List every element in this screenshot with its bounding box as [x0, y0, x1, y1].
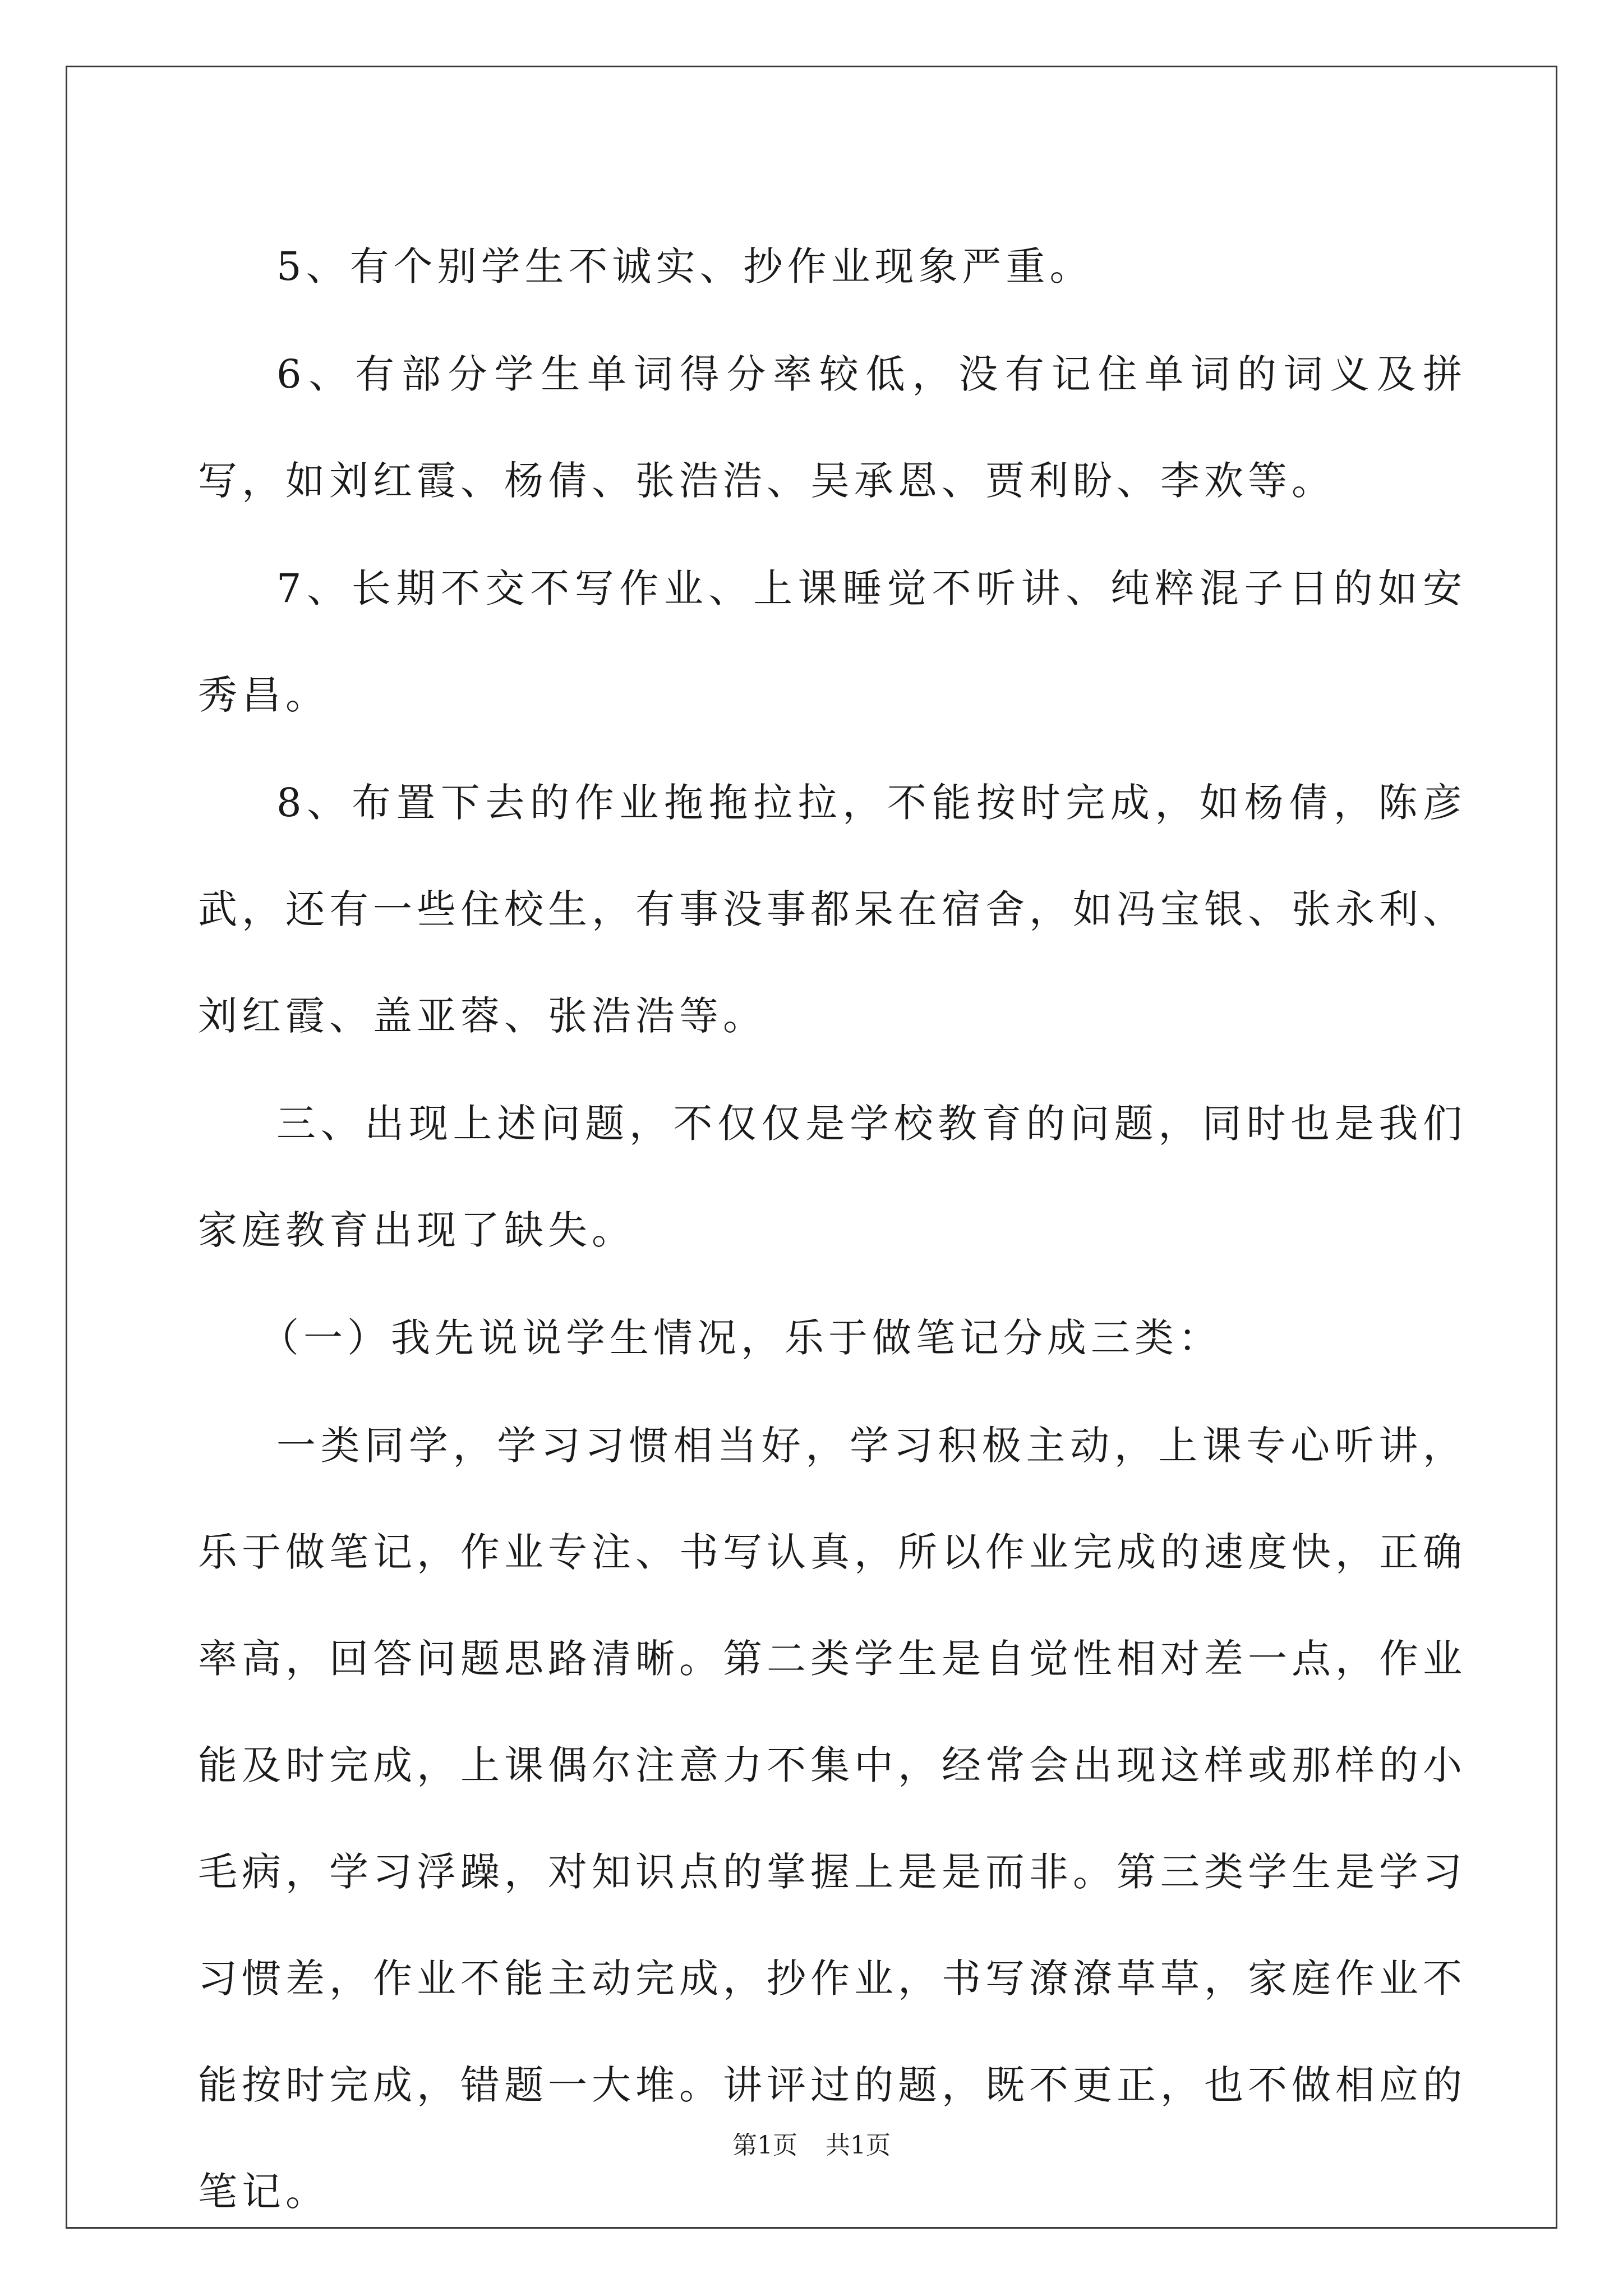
page-footer — [0, 2129, 1623, 2162]
paragraph-section-3: 三、出现上述问题，不仅仅是学校教育的问题，同时也是我们家庭教育出现了缺失。 — [198, 1101, 1467, 1253]
paragraph-item-7: 7、长期不交不写作业、上课睡觉不听讲、纯粹混子日的如安秀昌。 — [198, 565, 1467, 718]
paragraph-item-6: 6、有部分学生单词得分率较低，没有记住单词的词义及拼写，如刘红霞、杨倩、张浩浩、吴承恩、贾利盼、李欢等。 — [198, 351, 1467, 504]
paragraph-item-5: 5、有个别学生不诚实、抄作业现象严重。 — [276, 243, 1094, 289]
document-body — [198, 213, 1467, 2246]
paragraph-item-8: 8、布置下去的作业拖拖拉拉，不能按时完成，如杨倩，陈彦武，还有一些住校生，有事没事都呆在宿舍，如冯宝银、张永利、刘红霞、盖亚蓉、张浩浩等。 — [198, 780, 1467, 1039]
paragraph-student-types: 一类同学，学习习惯相当好，学习积极主动，上课专心听讲，乐于做笔记，作业专注、书写认真，所以作业完成的速度快，正确率高，回答问题思路清晰。第二类学生是自觉性相对差一点，作业能及时完成，上课偶尔注意力不集中，经常会出现这样或那样的小毛病，学习浮躁，对知识点的掌握上是是而非。第三类学生是学习习惯差，作业不能主动完成，抄作业，书写潦潦草草，家庭作业不能按时完成，错题一大堆。讲评过的题，既不更正，也不做相应的笔记。 — [198, 1423, 1467, 2215]
paragraph-subsection-1: （一）我先说说学生情况，乐于做笔记分成三类： — [260, 1315, 1222, 1361]
page-total: 共1页 — [826, 2131, 891, 2160]
page-number: 第1页 — [732, 2131, 797, 2160]
